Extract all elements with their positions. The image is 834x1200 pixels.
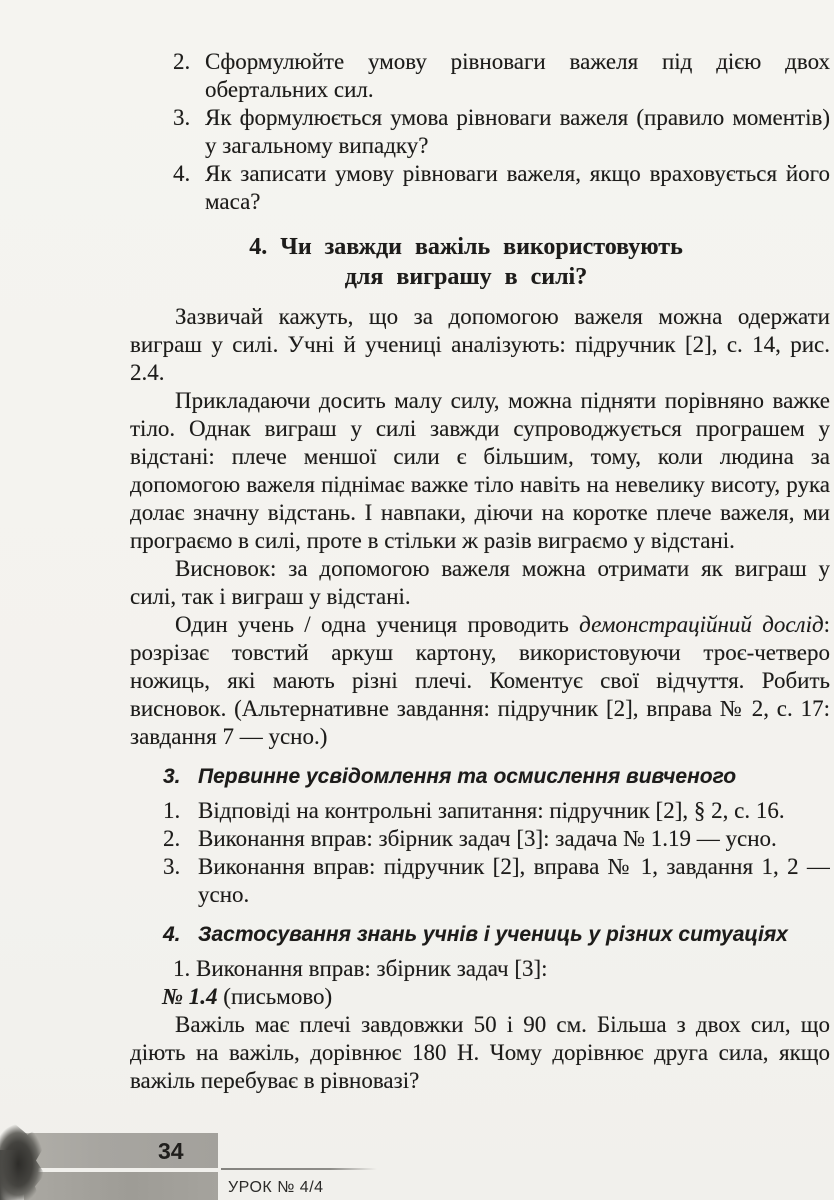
list-item (130, 825, 830, 853)
italic-term: демонстраційний дослід (579, 612, 824, 637)
list-item-number: 1. (163, 798, 181, 823)
footer-rule-line (221, 1168, 377, 1170)
task-line: 1. Виконання вправ: збірник задач [3]: (173, 956, 548, 981)
list-item (130, 48, 830, 104)
section-number: 4. (163, 923, 181, 946)
list-item-text: Сформулюйте умову рівноваги важеля під дією двох обертальних сил. (205, 49, 830, 102)
list-item-number: 4. (173, 161, 191, 186)
list-item (130, 160, 830, 216)
list-item-number: 3. (173, 105, 191, 130)
list-item (130, 853, 830, 909)
task-reference (162, 983, 830, 1011)
list-item-number: 2. (163, 826, 181, 851)
section-3-list (130, 797, 830, 909)
section-title: Первинне усвідомлення та осмислення вивченого (198, 765, 737, 788)
paragraph: Прикладаючи досить малу силу, можна підняти порівняно важке тіло. Однак виграш у силі завжди супроводжується програшем у відстані: плече меншої сили є більшим, тому, коли людина за допомогою важеля піднімає важке тіло навіть на невелику висоту, рука долає значну відстань. І навпаки, діючи на коротке плече важеля, ми програємо в силі, проте в стільки ж разів виграємо у відстані. (130, 388, 830, 553)
list-item-text: Як записати умову рівноваги важеля, якщо враховується його маса? (205, 161, 830, 214)
paragraph-text: Один учень / одна учениця проводить (175, 612, 580, 637)
control-questions-list (130, 48, 830, 216)
list-item-text: Відповіді на контрольні запитання: підручник [2], § 2, с. 16. (198, 798, 785, 823)
lesson-heading-line2: для виграшу в силі? (344, 264, 588, 290)
list-item-text: Виконання вправ: підручник [2], вправа № 1, завдання 1, 2 — усно. (198, 854, 830, 907)
section-heading-3 (163, 764, 830, 790)
footer-gray-band-bottom (24, 1172, 218, 1200)
task-mode: (письмово) (217, 984, 333, 1009)
paragraph: Зазвичай кажуть, що за допомогою важеля можна одержати виграш у силі. Учні й учениці аналізують: підручник [2], с. 14, рис. 2.4. (130, 304, 830, 385)
section-title: Застосування знань учнів і учениць у різних ситуаціях (198, 923, 788, 946)
list-item-text: Як формулюється умова рівноваги важеля (правило моментів) у загальному випадку? (205, 105, 830, 158)
section-heading-4 (163, 922, 830, 948)
page-content (130, 48, 830, 1136)
paragraph (130, 611, 830, 751)
task-number: № 1.4 (162, 984, 218, 1009)
list-item-text: Виконання вправ: збірник задач [3]: задача № 1.19 — усно. (198, 826, 777, 851)
section-number: 3. (163, 765, 181, 788)
page-number: 34 (158, 1138, 184, 1164)
lesson-heading-line1: 4. Чи завжди важіль використовують (249, 234, 683, 260)
list-item (130, 797, 830, 825)
list-item-number: 2. (173, 49, 191, 74)
problem-statement: Важіль має плечі завдовжки 50 і 90 см. Більша з двох сил, що діють на важіль, дорівнює 180 Н. Чому дорівнює друга сила, якщо важіль перебуває в рівновазі? (130, 1012, 830, 1093)
footer-gray-band-top (24, 1133, 218, 1168)
book-binding-shadow-fade (0, 1150, 18, 1200)
paragraph-text: : розрізає товстий аркуш картону, використовуючи троє-четверо ножиць, які мають різні плечі. Коментує свої відчуття. Робить висновок. (Альтернативне завдання: підручник [2], вправа № 2, с. 17: завдання 7 — усно.) (130, 612, 830, 749)
list-item (130, 104, 830, 160)
lesson-heading (130, 232, 816, 292)
paragraph: Висновок: за допомогою важеля можна отримати як виграш у силі, так і виграш у відстані. (130, 556, 830, 609)
lesson-label: УРОК № 4/4 (228, 1179, 324, 1196)
list-item-number: 3. (163, 854, 181, 879)
